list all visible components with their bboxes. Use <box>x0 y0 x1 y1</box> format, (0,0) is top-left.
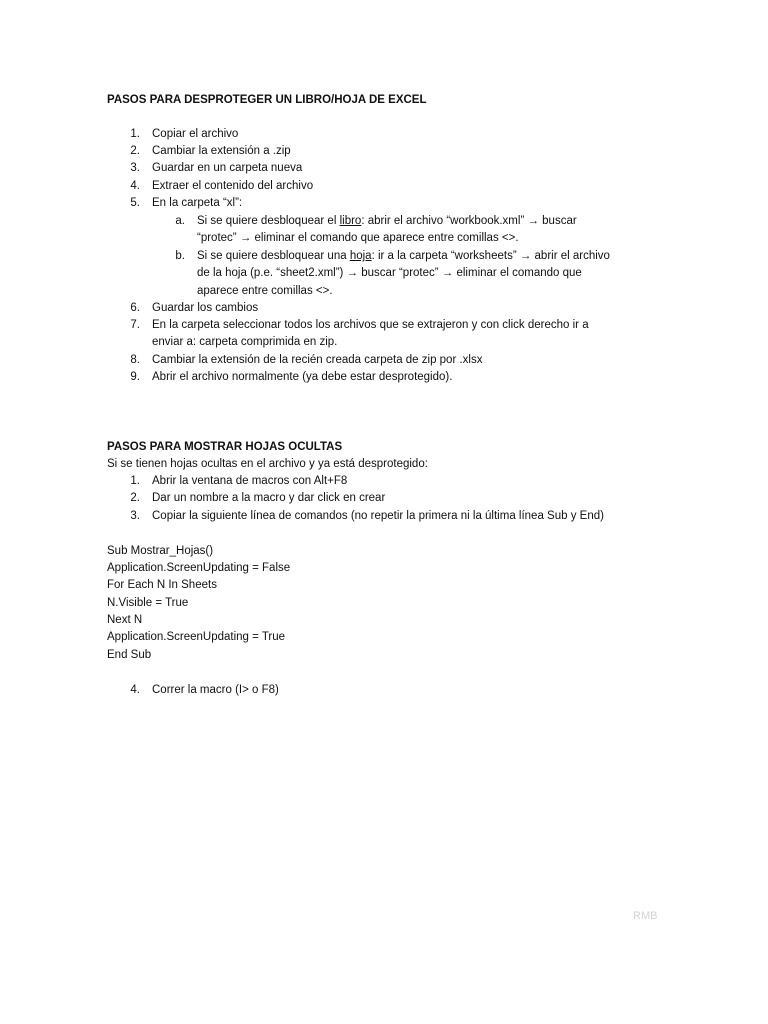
list-number: 6. <box>130 302 140 314</box>
sub-list-text: “protec” → eliminar el comando que aparece entre comillas <>. <box>197 232 519 244</box>
sub-list-letter: a. <box>175 215 185 227</box>
sub-list-text: aparece entre comillas <>. <box>197 285 333 297</box>
list-text: Copiar el archivo <box>152 128 239 140</box>
list-number: 1. <box>130 128 140 140</box>
sub-list-text: de la hoja (p.e. “sheet2.xml”) → buscar “protec” → eliminar el comando que <box>197 267 582 279</box>
code-line: End Sub <box>107 649 152 661</box>
list-number: 5. <box>130 197 140 209</box>
list-text: En la carpeta “xl”: <box>152 197 243 209</box>
list-number: 2. <box>130 492 140 504</box>
list-number: 8. <box>130 354 140 366</box>
list-number: 9. <box>130 371 140 383</box>
list-number: 1. <box>130 475 140 487</box>
list-text: Guardar los cambios <box>152 302 259 314</box>
list-text: Abrir la ventana de macros con Alt+F8 <box>152 475 348 487</box>
code-line: N.Visible = True <box>107 597 189 609</box>
code-line: Application.ScreenUpdating = False <box>107 562 291 574</box>
list-text: Guardar en un carpeta nueva <box>152 162 303 174</box>
section-title-mostrar: PASOS PARA MOSTRAR HOJAS OCULTAS <box>107 441 343 453</box>
list-number: 4. <box>130 684 140 696</box>
list-number: 4. <box>130 180 140 192</box>
list-text: enviar a: carpeta comprimida en zip. <box>152 336 338 348</box>
code-line: For Each N In Sheets <box>107 579 217 591</box>
list-text: Copiar la siguiente línea de comandos (no repetir la primera ni la última línea Sub y End) <box>152 510 604 522</box>
code-line: Sub Mostrar_Hojas() <box>107 545 214 557</box>
list-text: Cambiar la extensión a .zip <box>152 145 291 157</box>
list-number: 7. <box>130 319 140 331</box>
link-hoja: hoja <box>349 250 372 262</box>
sub-list-text: Si se quiere desbloquear una <box>197 250 350 262</box>
list-number: 3. <box>130 510 140 522</box>
list-text: Extraer el contenido del archivo <box>152 180 314 192</box>
sub-list-text: : abrir el archivo “workbook.xml” → buscar <box>361 215 577 227</box>
sub-list-text: : ir a la carpeta “worksheets” → abrir el archivo <box>371 250 610 262</box>
sub-list-letter: b. <box>175 250 185 262</box>
list-text: Abrir el archivo normalmente (ya debe estar desprotegido). <box>152 371 453 383</box>
list-number: 2. <box>130 145 140 157</box>
list-number: 3. <box>130 162 140 174</box>
code-line: Next N <box>107 614 143 626</box>
code-line: Application.ScreenUpdating = True <box>107 631 286 643</box>
section-title-desproteger: PASOS PARA DESPROTEGER UN LIBRO/HOJA DE EXCEL <box>107 94 427 106</box>
list-text: Dar un nombre a la macro y dar click en crear <box>152 492 386 504</box>
footer-initials: RMB <box>633 910 658 922</box>
list-text: En la carpeta seleccionar todos los archivos que se extrajeron y con click derecho ir a <box>152 319 589 331</box>
list-text: Cambiar la extensión de la recién creada carpeta de zip por .xlsx <box>152 354 483 366</box>
list-text: Correr la macro (I> o F8) <box>152 684 279 696</box>
sub-list-text: Si se quiere desbloquear el <box>197 215 340 227</box>
intro-text: Si se tienen hojas ocultas en el archivo y ya está desprotegido: <box>107 458 428 470</box>
link-libro: libro <box>339 215 362 227</box>
